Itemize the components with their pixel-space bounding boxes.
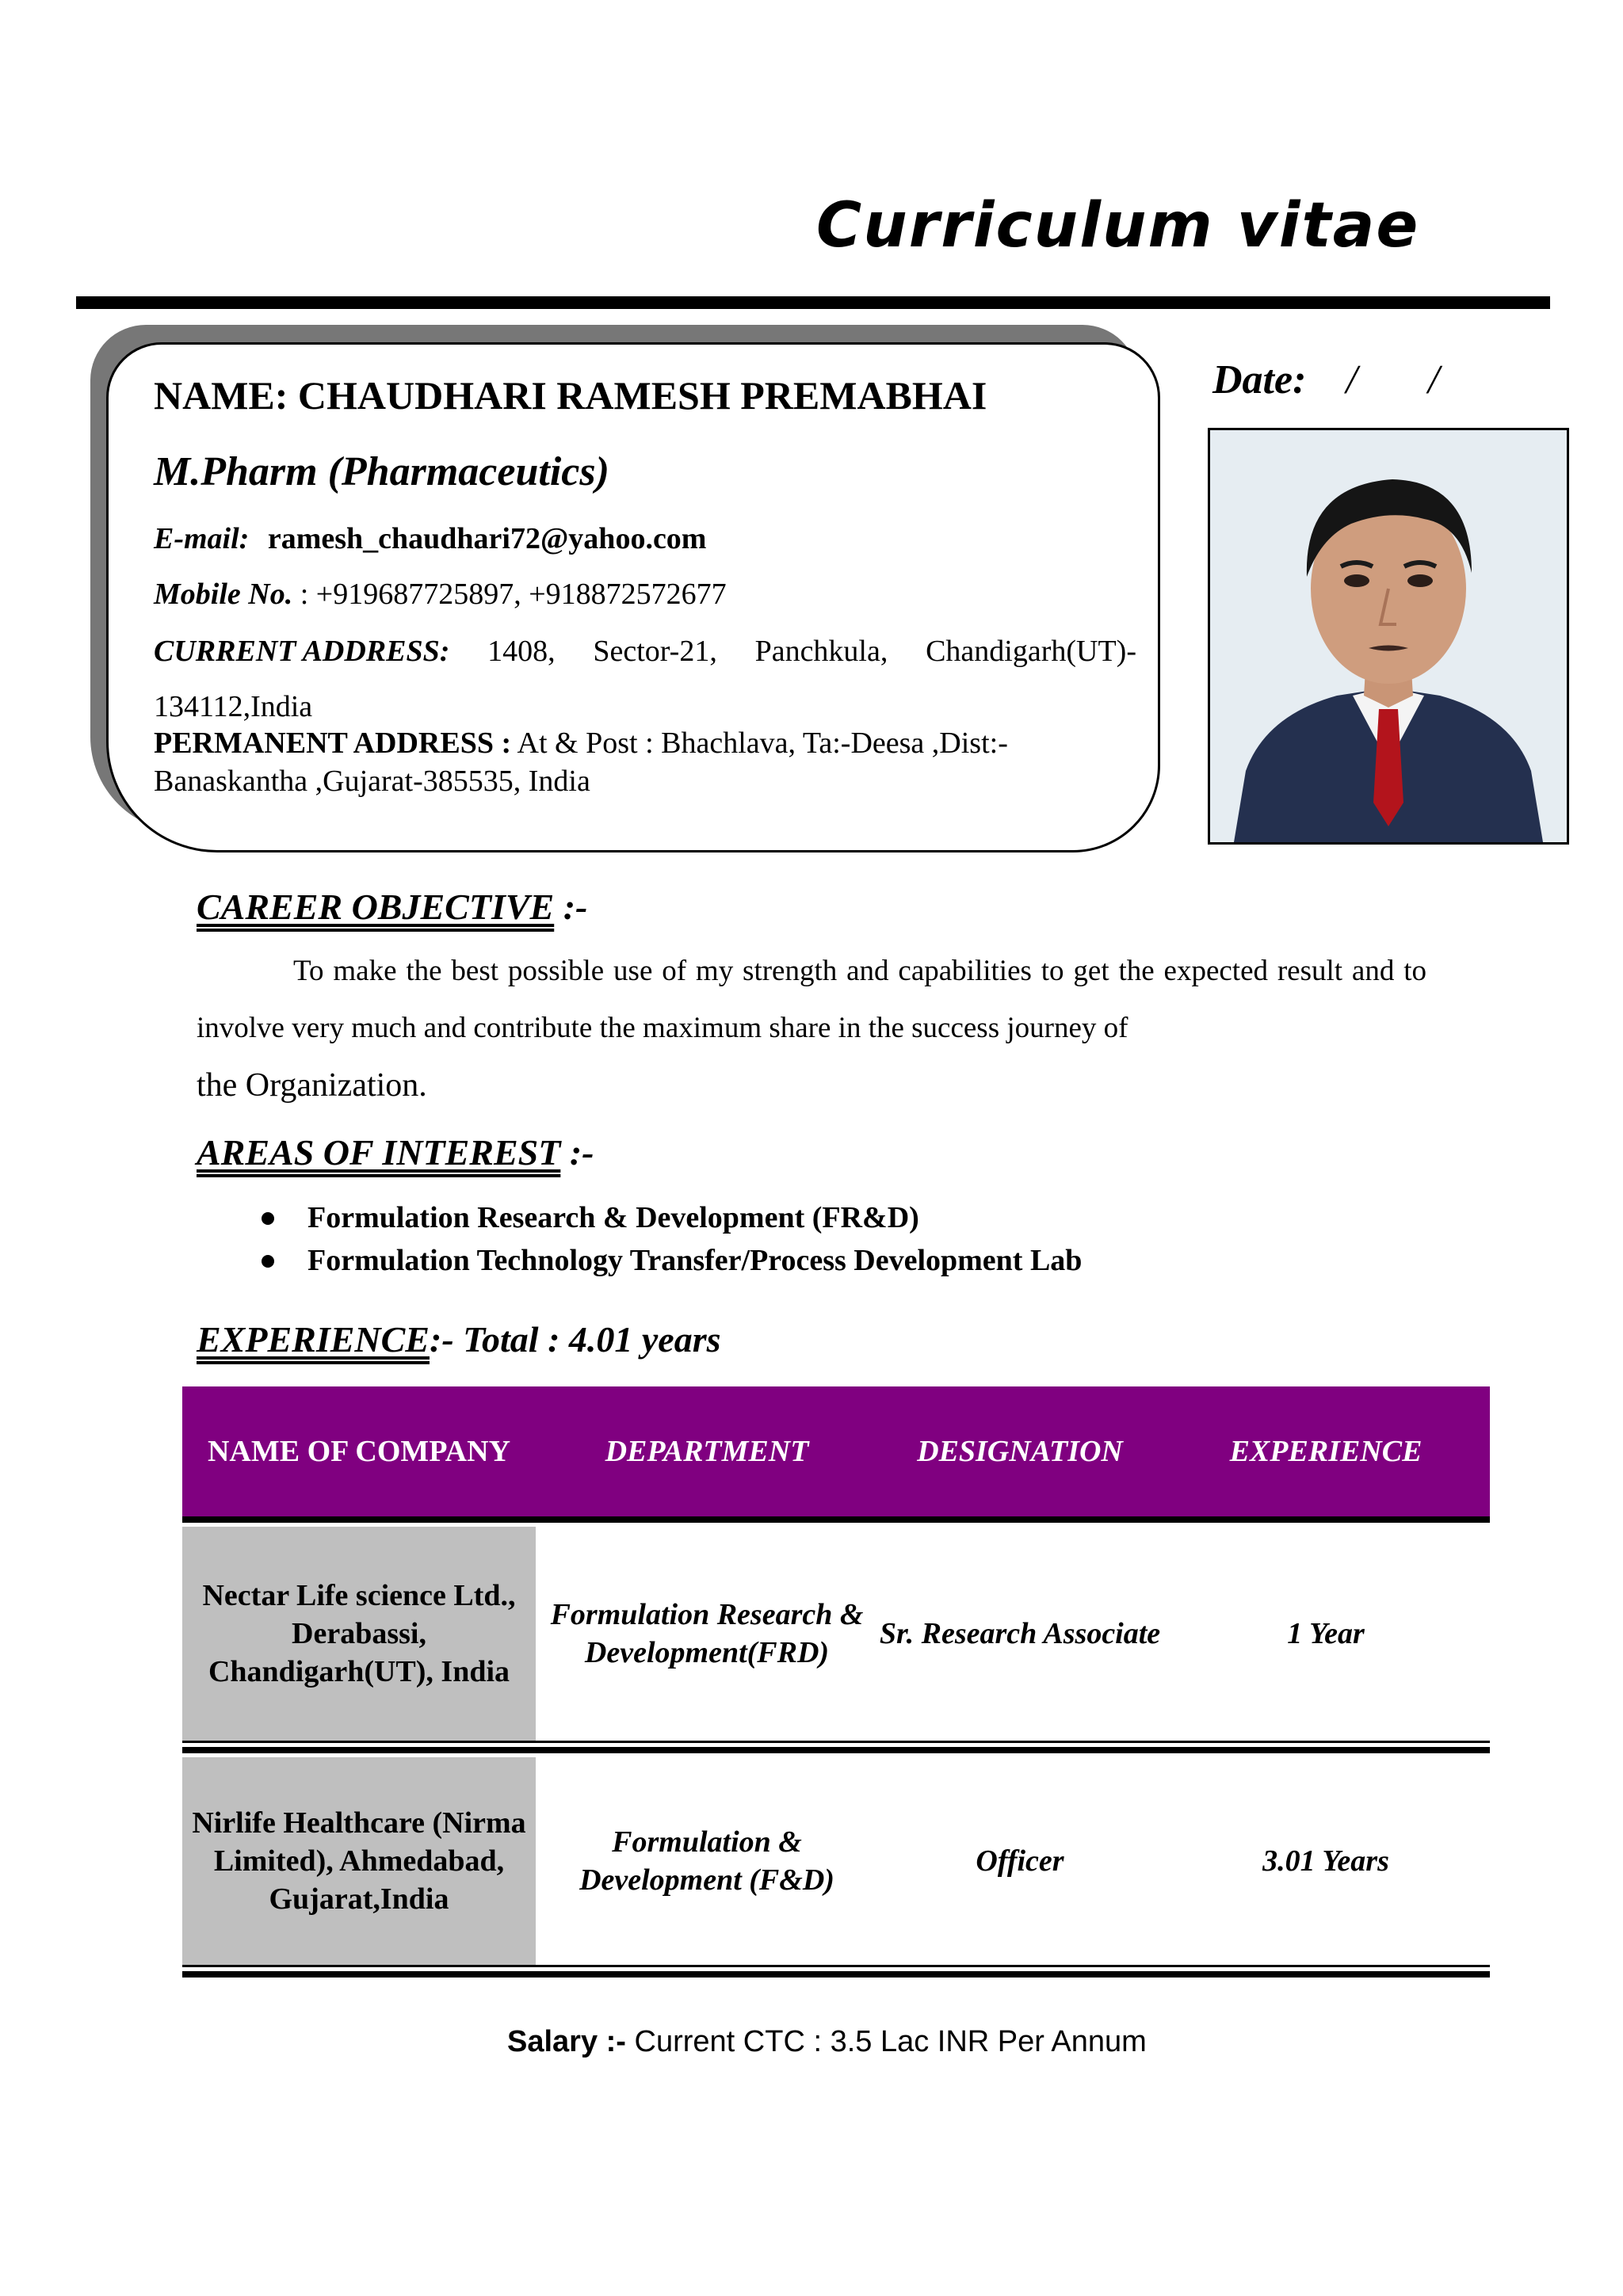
permanent-address-line2: Banaskantha ,Gujarat-385535, India [154, 765, 590, 798]
cell-experience: 3.01 Years [1262, 1844, 1389, 1878]
current-address-label: CURRENT ADDRESS: [154, 635, 450, 668]
date-label: Date: [1212, 357, 1307, 402]
column-header-experience: EXPERIENCE [1229, 1435, 1423, 1468]
career-objective-heading [197, 886, 587, 928]
email-value[interactable]: ramesh_chaudhari72@yahoo.com [267, 522, 707, 555]
table-row [182, 1527, 1490, 1741]
cell-experience: 1 Year [1287, 1617, 1365, 1650]
date-field [1212, 357, 1469, 403]
current-address-word: Chandigarh(UT)- [926, 635, 1136, 668]
heading-suffix: :- [554, 887, 588, 927]
date-slashes: / / [1346, 357, 1470, 402]
current-address-word: Panchkula, [754, 635, 888, 668]
profile-photo [1208, 428, 1569, 845]
list-item: Formulation Technology Transfer/Process Development Lab [307, 1239, 1082, 1282]
table-rule [182, 1971, 1490, 1978]
mobile-value: : +919687725897, +918872572677 [292, 578, 727, 611]
table-rule [182, 1747, 1490, 1753]
career-objective-body: To make the best possible use of my strength and capabilities to get the expected result and to involve very much and contribute the maximum share in the success journey of [197, 955, 1426, 1044]
career-objective-text [197, 943, 1426, 1116]
column-header-department: DEPARTMENT [605, 1435, 809, 1468]
cell-department: Formulation & Development (F&D) [579, 1825, 834, 1897]
list-item: Formulation Research & Development (FR&D) [307, 1196, 1082, 1239]
cell-department: Formulation Research & Development(FRD) [550, 1598, 864, 1669]
table-row [182, 1757, 1490, 1965]
permanent-address-label: PERMANENT ADDRESS : [154, 727, 512, 760]
table-rule [182, 1516, 1490, 1523]
cell-designation: Officer [976, 1844, 1064, 1878]
email-line [154, 521, 706, 556]
heading-suffix: :- [560, 1132, 594, 1173]
career-objective-last-line: the Organization. [197, 1067, 427, 1104]
header-rule [76, 296, 1550, 309]
portrait-image [1210, 430, 1567, 842]
current-address-line [154, 634, 1136, 669]
experience-heading [197, 1318, 721, 1360]
column-header-company: NAME OF COMPANY [207, 1435, 511, 1468]
experience-total: :- Total : 4.01 years [430, 1319, 721, 1360]
mobile-label: Mobile No. [154, 578, 293, 611]
email-label: E-mail: [154, 522, 250, 555]
column-header-designation: DESIGNATION [917, 1435, 1123, 1468]
career-objective-title: CAREER OBJECTIVE [197, 887, 555, 927]
current-address-word: 1408, [487, 635, 556, 668]
page-title: Curriculum vitae [816, 190, 1420, 261]
cell-company: Nectar Life science Ltd., Derabassi, Chandigarh(UT), India [182, 1527, 536, 1741]
mobile-line [154, 577, 727, 612]
salary-line [507, 2025, 1147, 2059]
experience-title: EXPERIENCE [197, 1319, 430, 1360]
areas-of-interest-heading [197, 1131, 594, 1173]
permanent-address-line [154, 726, 1008, 761]
current-address-line2: 134112,India [154, 690, 313, 723]
candidate-degree: M.Pharm (Pharmaceutics) [154, 449, 609, 494]
current-address-word: Sector-21, [593, 635, 717, 668]
interest-list [307, 1196, 1082, 1282]
salary-value: Current CTC : 3.5 Lac INR Per Annum [625, 2025, 1147, 2058]
experience-table [182, 1386, 1490, 1978]
cell-company: Nirlife Healthcare (Nirma Limited), Ahmedabad, Gujarat,India [182, 1757, 536, 1965]
table-header [182, 1386, 1490, 1516]
cell-designation: Sr. Research Associate [879, 1617, 1161, 1650]
salary-label: Salary :- [507, 2025, 626, 2058]
permanent-address-value: At & Post : Bhachlava, Ta:-Deesa ,Dist:- [511, 727, 1008, 760]
areas-of-interest-title: AREAS OF INTEREST [197, 1132, 561, 1173]
candidate-name: NAME: CHAUDHARI RAMESH PREMABHAI [154, 373, 987, 418]
